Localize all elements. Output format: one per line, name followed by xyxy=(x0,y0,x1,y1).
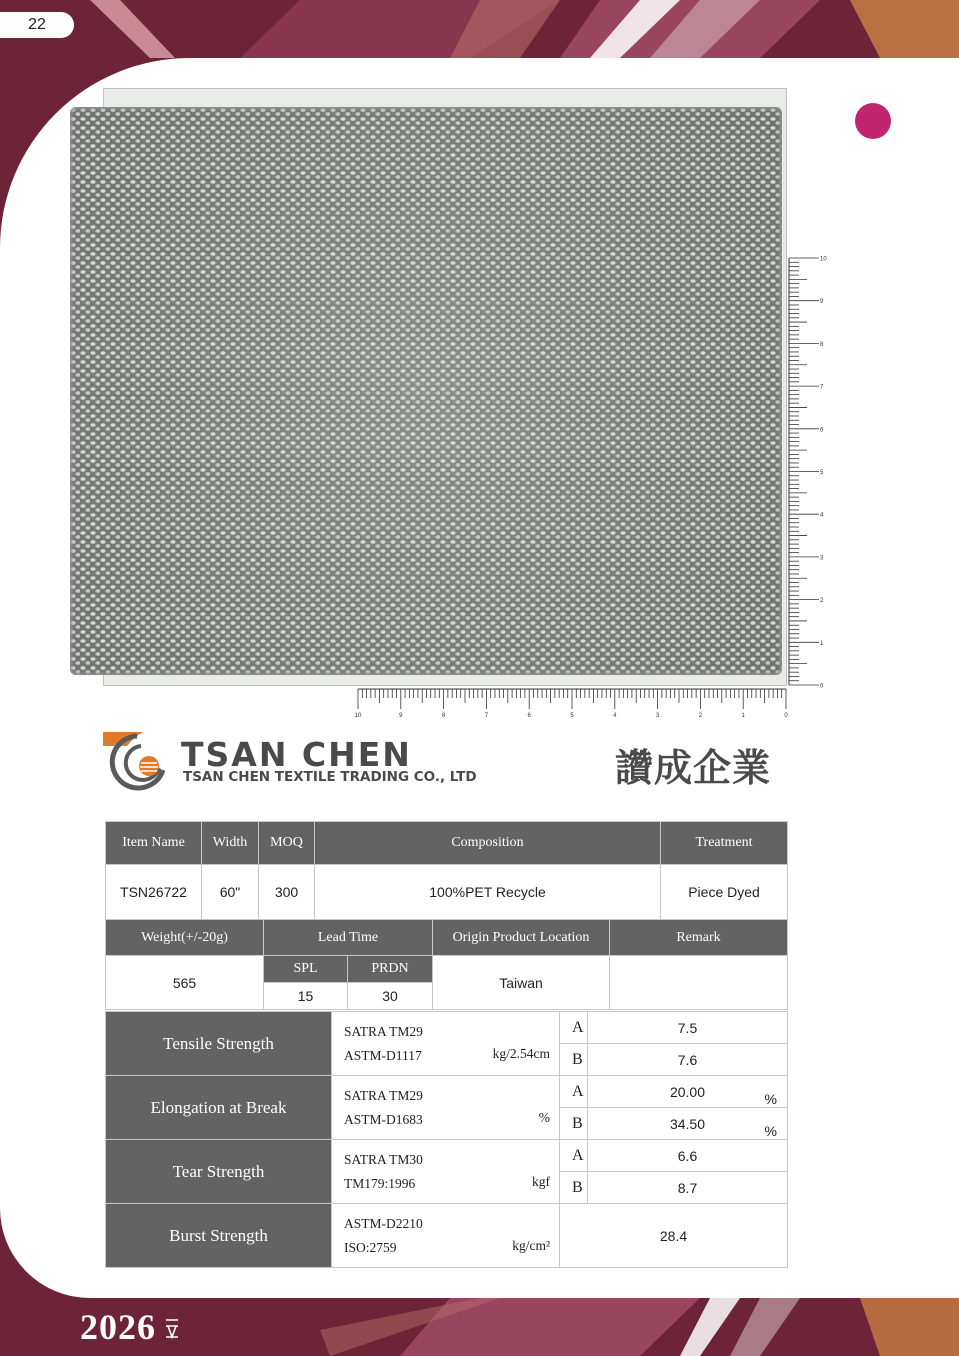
method-line-2: ASTM-D1683 xyxy=(344,1111,423,1127)
test-unit: kgf xyxy=(532,1174,550,1189)
header-width: Width xyxy=(202,822,259,865)
header-origin: Origin Product Location xyxy=(433,920,610,956)
spec-table xyxy=(105,821,788,920)
value-remark xyxy=(610,956,788,1010)
header-composition: Composition xyxy=(315,822,661,865)
ruler-label: 2 xyxy=(820,598,824,605)
header-remark: Remark xyxy=(610,920,788,956)
ruler-label: 1 xyxy=(741,713,745,719)
method-line-2: TM179:1996 xyxy=(344,1175,416,1191)
ruler-label: 9 xyxy=(399,713,403,719)
ruler-label: 3 xyxy=(820,555,824,562)
value-spl: 15 xyxy=(264,983,348,1010)
ruler-label: 6 xyxy=(527,713,531,719)
year-mark-icon xyxy=(164,1317,180,1341)
value-a xyxy=(588,1140,788,1172)
header-moq: MOQ xyxy=(259,822,315,865)
test-name-elongation: Elongation at Break xyxy=(106,1076,332,1140)
value-treatment: Piece Dyed xyxy=(661,865,788,920)
method-line-2: ASTM-D1117 xyxy=(344,1047,422,1063)
test-method-elongation xyxy=(332,1076,560,1140)
ruler-label: 8 xyxy=(820,341,824,348)
method-line-1: SATRA TM29 xyxy=(344,1023,423,1039)
test-name-tear: Tear Strength xyxy=(106,1140,332,1204)
value-b xyxy=(588,1108,788,1140)
test-method-tensile xyxy=(332,1012,560,1076)
spec-table-row2 xyxy=(105,919,788,1010)
horizontal-ruler xyxy=(356,688,790,720)
ruler-label: 5 xyxy=(570,713,574,719)
brand-chinese-name: 讚成企業 xyxy=(615,746,772,790)
test-method-tear xyxy=(332,1140,560,1204)
ruler-label: 2 xyxy=(698,713,703,719)
test-unit: kg/cm² xyxy=(512,1238,550,1253)
value-prdn: 30 xyxy=(348,983,433,1010)
vertical-ruler xyxy=(788,256,828,688)
ruler-label: 8 xyxy=(441,713,446,719)
brand-subtitle: TSAN CHEN TEXTILE TRADING CO., LTD xyxy=(183,769,477,785)
ruler-label: 10 xyxy=(820,256,827,263)
ruler-label: 7 xyxy=(820,384,824,391)
value-b-text: 34.50 xyxy=(669,1115,706,1132)
value-composition: 100%PET Recycle xyxy=(315,865,661,920)
value-b-text: 8.7 xyxy=(677,1179,698,1196)
label-b: B xyxy=(560,1108,588,1140)
header-treatment: Treatment xyxy=(661,822,788,865)
value-burst: 28.4 xyxy=(560,1204,788,1268)
label-a: A xyxy=(560,1076,588,1108)
method-line-1: SATRA TM29 xyxy=(344,1087,423,1103)
value-a xyxy=(588,1076,788,1108)
test-method-burst xyxy=(332,1204,560,1268)
value-a-text: 6.6 xyxy=(677,1147,698,1164)
pct: % xyxy=(764,1123,777,1139)
method-line-2: ISO:2759 xyxy=(344,1239,397,1255)
value-item-name: TSN26722 xyxy=(106,865,202,920)
header-weight: Weight(+/-20g) xyxy=(106,920,264,956)
ruler-label: 10 xyxy=(354,713,362,719)
ruler-label: 1 xyxy=(820,640,824,647)
header-lead-time: Lead Time xyxy=(264,920,433,956)
tsan-chen-logo-icon xyxy=(103,730,169,788)
value-origin: Taiwan xyxy=(433,956,610,1010)
test-unit: kg/2.54cm xyxy=(492,1046,550,1061)
value-b xyxy=(588,1044,788,1076)
value-a-text: 7.5 xyxy=(677,1019,698,1036)
header-item-name: Item Name xyxy=(106,822,202,865)
test-unit: % xyxy=(538,1110,550,1125)
fabric-swatch-image xyxy=(70,107,782,675)
method-line-1: SATRA TM30 xyxy=(344,1151,423,1167)
value-width: 60" xyxy=(202,865,259,920)
value-b-text: 7.6 xyxy=(677,1051,698,1068)
method-line-1: ASTM-D2210 xyxy=(344,1215,423,1231)
value-a xyxy=(588,1012,788,1044)
value-moq: 300 xyxy=(259,865,315,920)
label-a: A xyxy=(560,1012,588,1044)
label-a: A xyxy=(560,1140,588,1172)
header-spl: SPL xyxy=(264,956,348,983)
ruler-label: 7 xyxy=(484,713,489,719)
accent-dot xyxy=(855,103,891,139)
test-name-tensile: Tensile Strength xyxy=(106,1012,332,1076)
value-weight: 565 xyxy=(106,956,264,1010)
value-a-text: 20.00 xyxy=(669,1083,706,1100)
test-results-table xyxy=(105,1011,788,1268)
ruler-label: 0 xyxy=(820,683,824,690)
ruler-label: 9 xyxy=(820,299,824,306)
ruler-label: 0 xyxy=(784,713,788,719)
value-b xyxy=(588,1172,788,1204)
header-prdn: PRDN xyxy=(348,956,433,983)
label-b: B xyxy=(560,1172,588,1204)
footer-year: 2026 xyxy=(80,1307,156,1347)
page-number: 22 xyxy=(0,12,74,38)
ruler-label: 4 xyxy=(820,512,824,519)
test-name-burst: Burst Strength xyxy=(106,1204,332,1268)
ruler-label: 3 xyxy=(655,713,660,719)
ruler-label: 5 xyxy=(820,470,824,476)
label-b: B xyxy=(560,1044,588,1076)
brand-name: TSAN CHEN xyxy=(181,735,412,774)
ruler-label: 6 xyxy=(820,427,824,434)
ruler-label: 4 xyxy=(613,713,617,719)
pct: % xyxy=(764,1091,777,1107)
